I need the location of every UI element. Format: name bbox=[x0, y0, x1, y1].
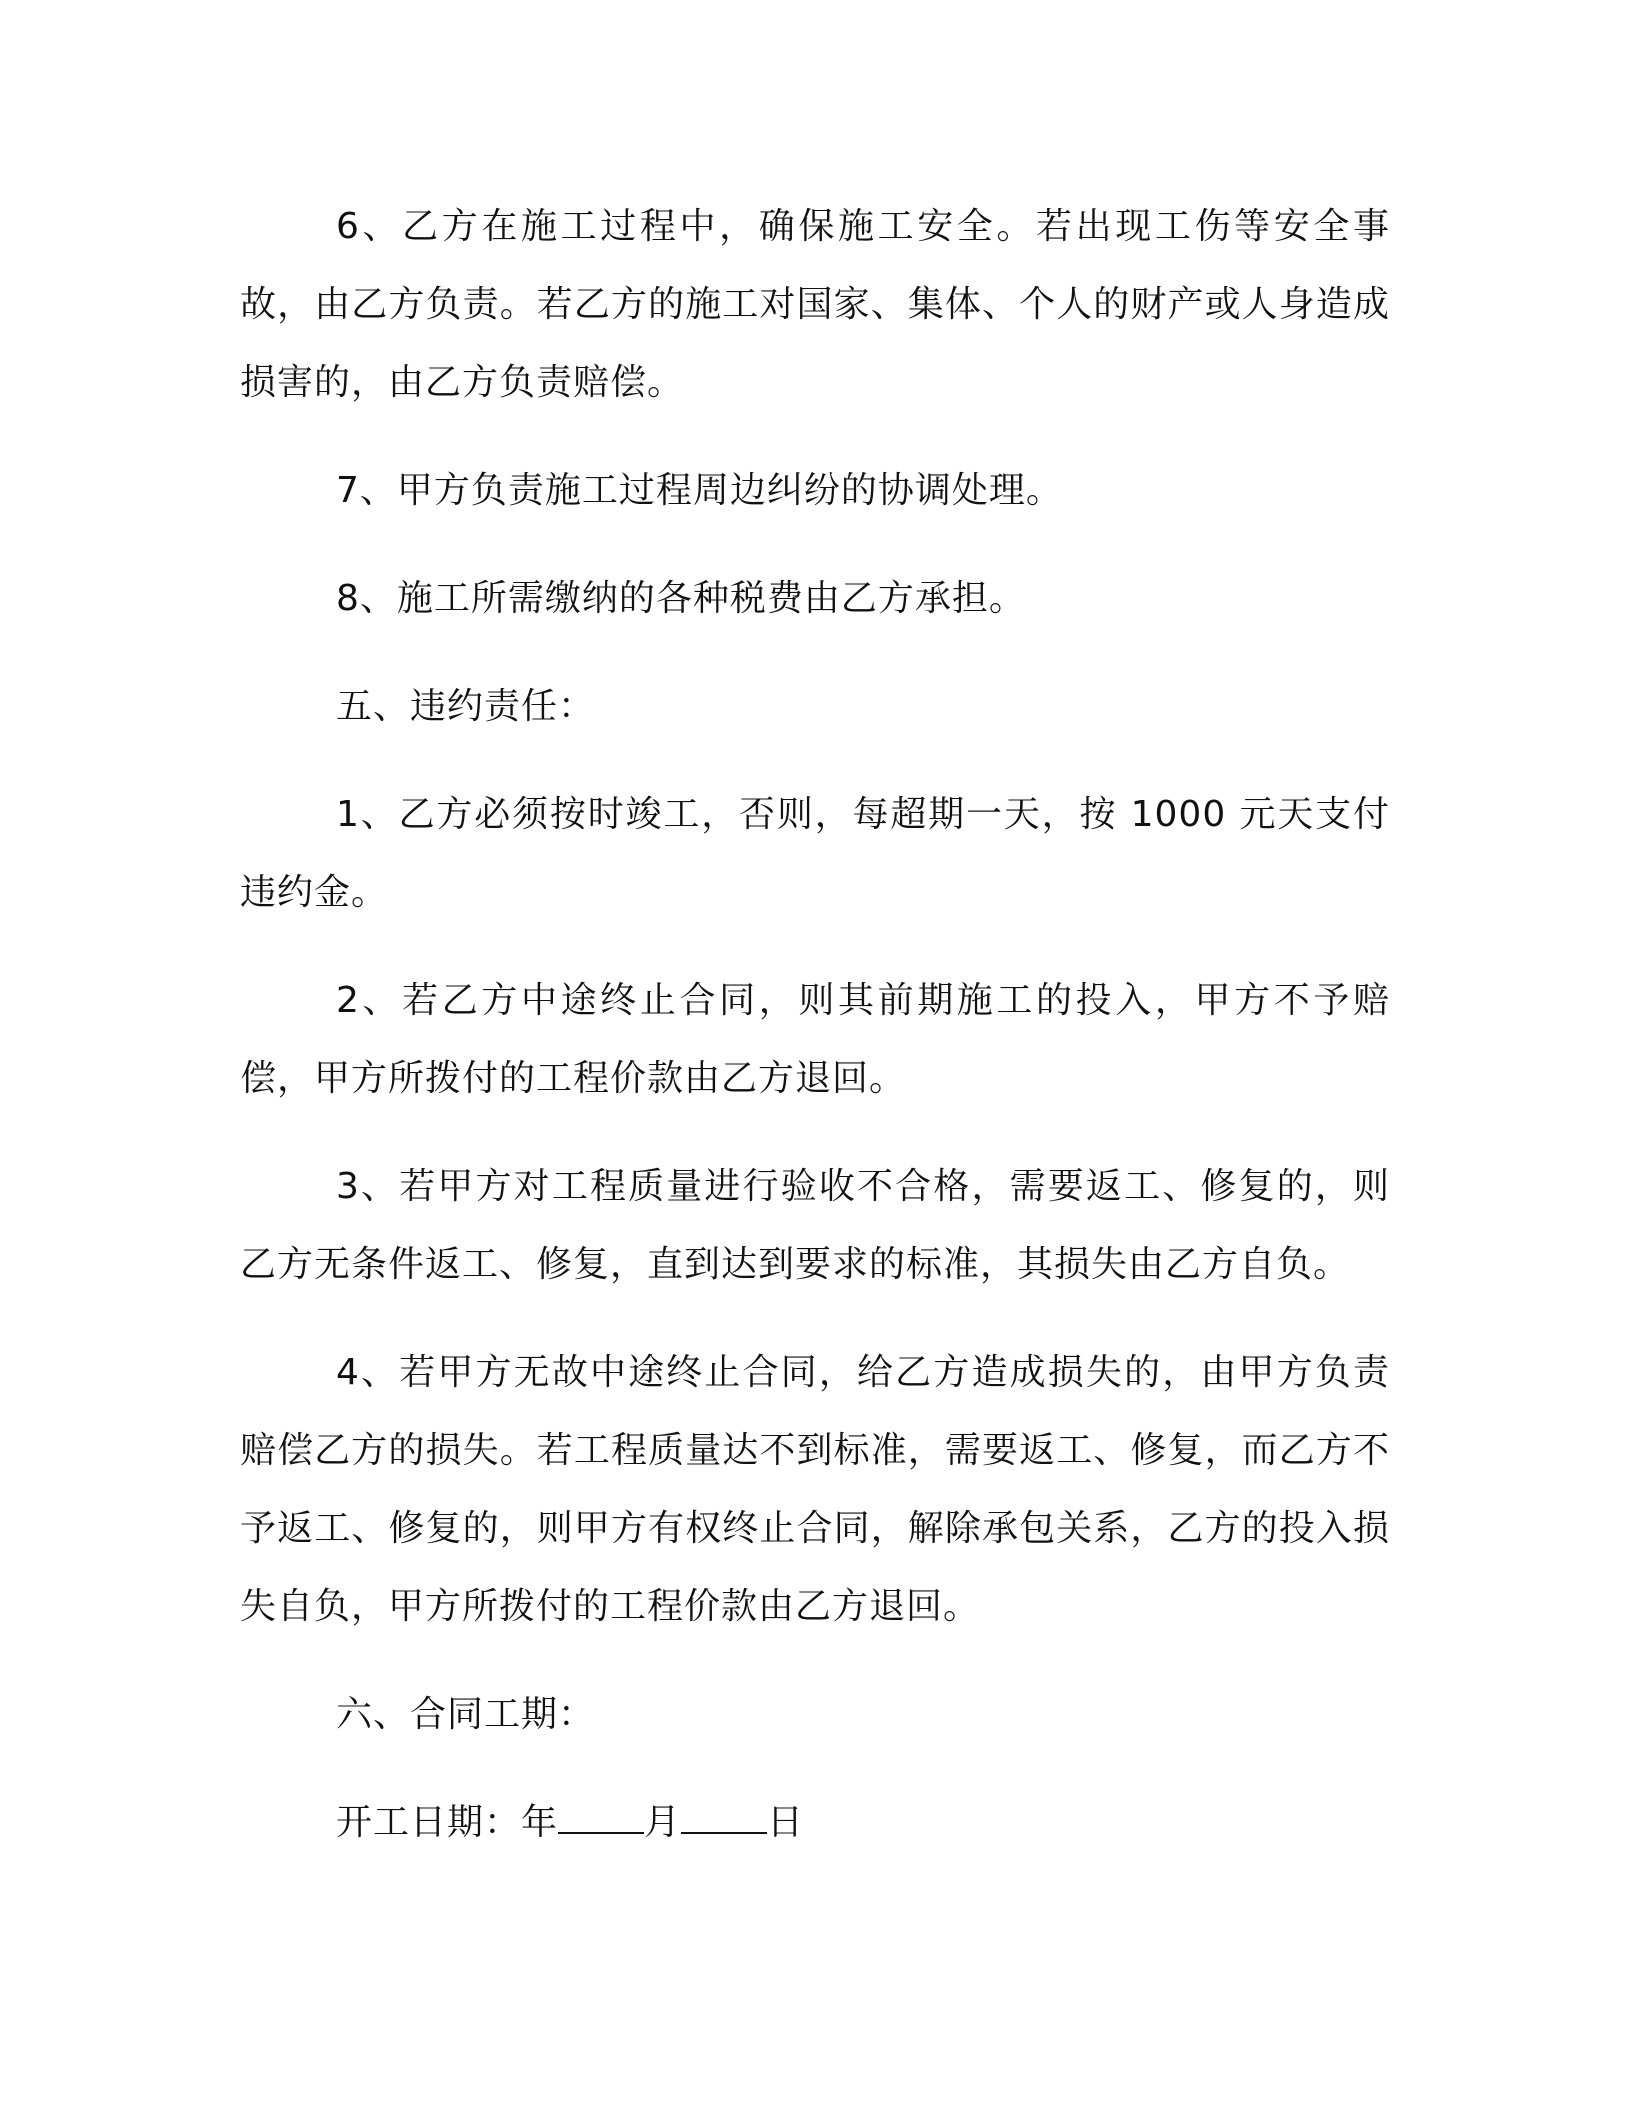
start-date-line bbox=[240, 1784, 1390, 1862]
breach-clause-1: 1、乙方必须按时竣工，否则，每超期一天，按 1000 元天支付违约金。 bbox=[240, 794, 1390, 913]
section-heading-breach-liability: 五、违约责任： bbox=[336, 686, 596, 727]
clause-7: 7、甲方负责施工过程周边纠纷的协调处理。 bbox=[336, 470, 1063, 511]
day-blank bbox=[681, 1802, 767, 1834]
start-date-label: 开工日期： bbox=[336, 1802, 522, 1843]
breach-clause-4: 4、若甲方无故中途终止合同，给乙方造成损失的，由甲方负责赔偿乙方的损失。若工程质量达不到标准，需要返工、修复，而乙方不予返工、修复的，则甲方有权终止合同，解除承包关系，乙方的投入损失自负，甲方所拨付的工程价款由乙方退回。 bbox=[240, 1352, 1390, 1627]
clause-6: 6、乙方在施工过程中，确保施工安全。若出现工伤等安全事故，由乙方负责。若乙方的施工对国家、集体、个人的财产或人身造成损害的，由乙方负责赔偿。 bbox=[240, 206, 1390, 403]
breach-clause-3: 3、若甲方对工程质量进行验收不合格，需要返工、修复的，则乙方无条件返工、修复，直到达到要求的标准，其损失由乙方自负。 bbox=[240, 1166, 1390, 1285]
start-date-day: 日 bbox=[767, 1802, 805, 1843]
document-body bbox=[240, 188, 1390, 1892]
breach-clause-2: 2、若乙方中途终止合同，则其前期施工的投入，甲方不予赔偿，甲方所拨付的工程价款由乙方退回。 bbox=[240, 980, 1390, 1099]
clause-8: 8、施工所需缴纳的各种税费由乙方承担。 bbox=[336, 578, 1026, 619]
start-date-month: 月 bbox=[644, 1802, 682, 1843]
month-blank bbox=[558, 1802, 644, 1834]
section-heading-contract-period: 六、合同工期： bbox=[336, 1694, 596, 1735]
start-date-year: 年 bbox=[521, 1802, 559, 1843]
